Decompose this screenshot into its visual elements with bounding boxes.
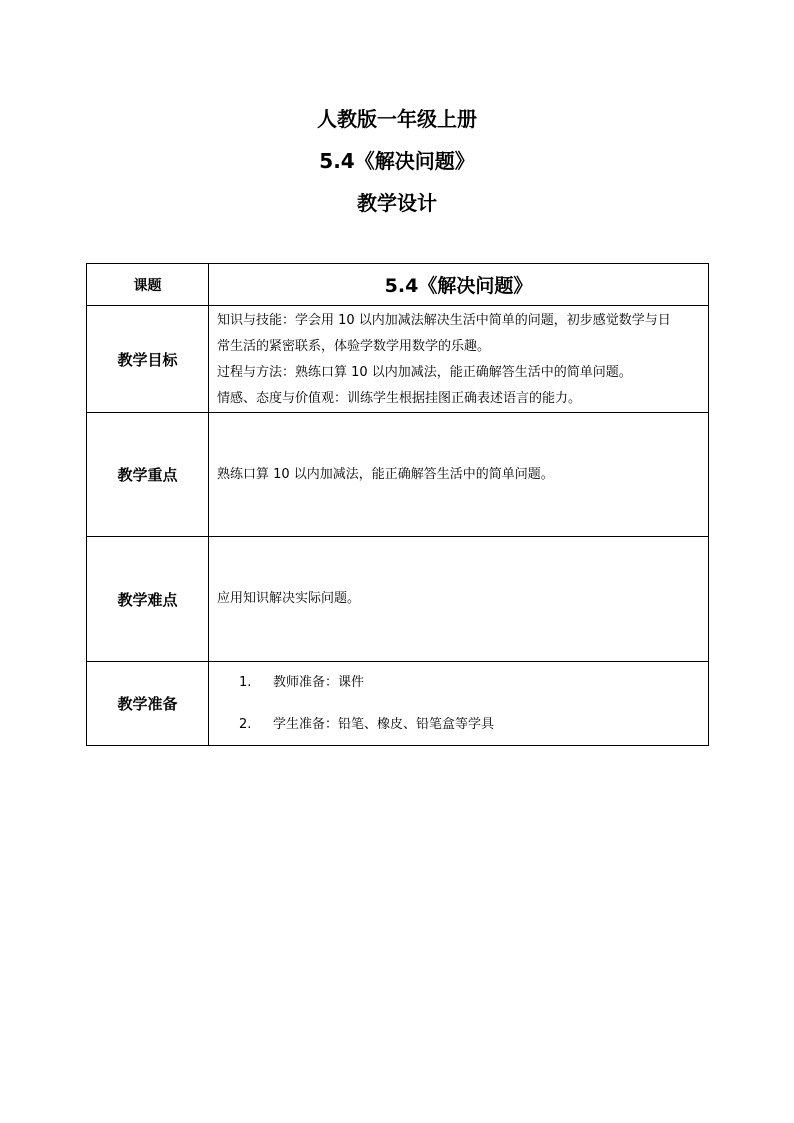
- objective-line: 常生活的紧密联系，体验学数学用数学的乐趣。: [217, 339, 491, 354]
- document-header: [0, 104, 794, 230]
- key-points-content: 熟练口算 10 以内加减法，能正确解答生活中的简单问题。: [209, 413, 709, 537]
- topic-value: 5.4《解决问题》: [209, 264, 709, 306]
- objectives-label: 教学目标: [87, 306, 209, 413]
- list-item-text: 学生准备：铅笔、橡皮、铅笔盒等学具: [273, 716, 495, 732]
- lesson-plan-table: [86, 263, 709, 746]
- objective-line: 情感、态度与价值观：训练学生根据挂图正确表述语言的能力。: [217, 391, 582, 406]
- key-points-label: 教学重点: [87, 413, 209, 537]
- doc-title-textbook: 人教版一年级上册: [317, 107, 477, 131]
- doc-title-lesson: 5.4《解决问题》: [319, 149, 475, 173]
- table-row-key-points: [87, 413, 709, 537]
- table-row-difficulties: [87, 537, 709, 662]
- table-row-topic: [87, 264, 709, 306]
- difficulties-label: 教学难点: [87, 537, 209, 662]
- list-item: [217, 714, 700, 736]
- table-row-objectives: [87, 306, 709, 413]
- list-item: [217, 672, 700, 694]
- list-item-text: 教师准备：课件: [273, 674, 365, 690]
- objective-line: 过程与方法：熟练口算 10 以内加减法，能正确解答生活中的简单问题。: [217, 365, 632, 380]
- table-row-preparation: [87, 662, 709, 746]
- list-item-number: 2.: [239, 716, 252, 732]
- list-item-number: 1.: [239, 674, 252, 690]
- topic-label: 课题: [87, 264, 209, 306]
- doc-title-type: 教学设计: [357, 191, 437, 215]
- preparation-content: [209, 662, 709, 746]
- preparation-label: 教学准备: [87, 662, 209, 746]
- objective-line: 知识与技能：学会用 10 以内加减法解决生活中简单的问题，初步感觉数学与日: [217, 313, 671, 328]
- objectives-content: [209, 306, 709, 413]
- difficulties-content: 应用知识解决实际问题。: [209, 537, 709, 662]
- preparation-list: [217, 672, 700, 736]
